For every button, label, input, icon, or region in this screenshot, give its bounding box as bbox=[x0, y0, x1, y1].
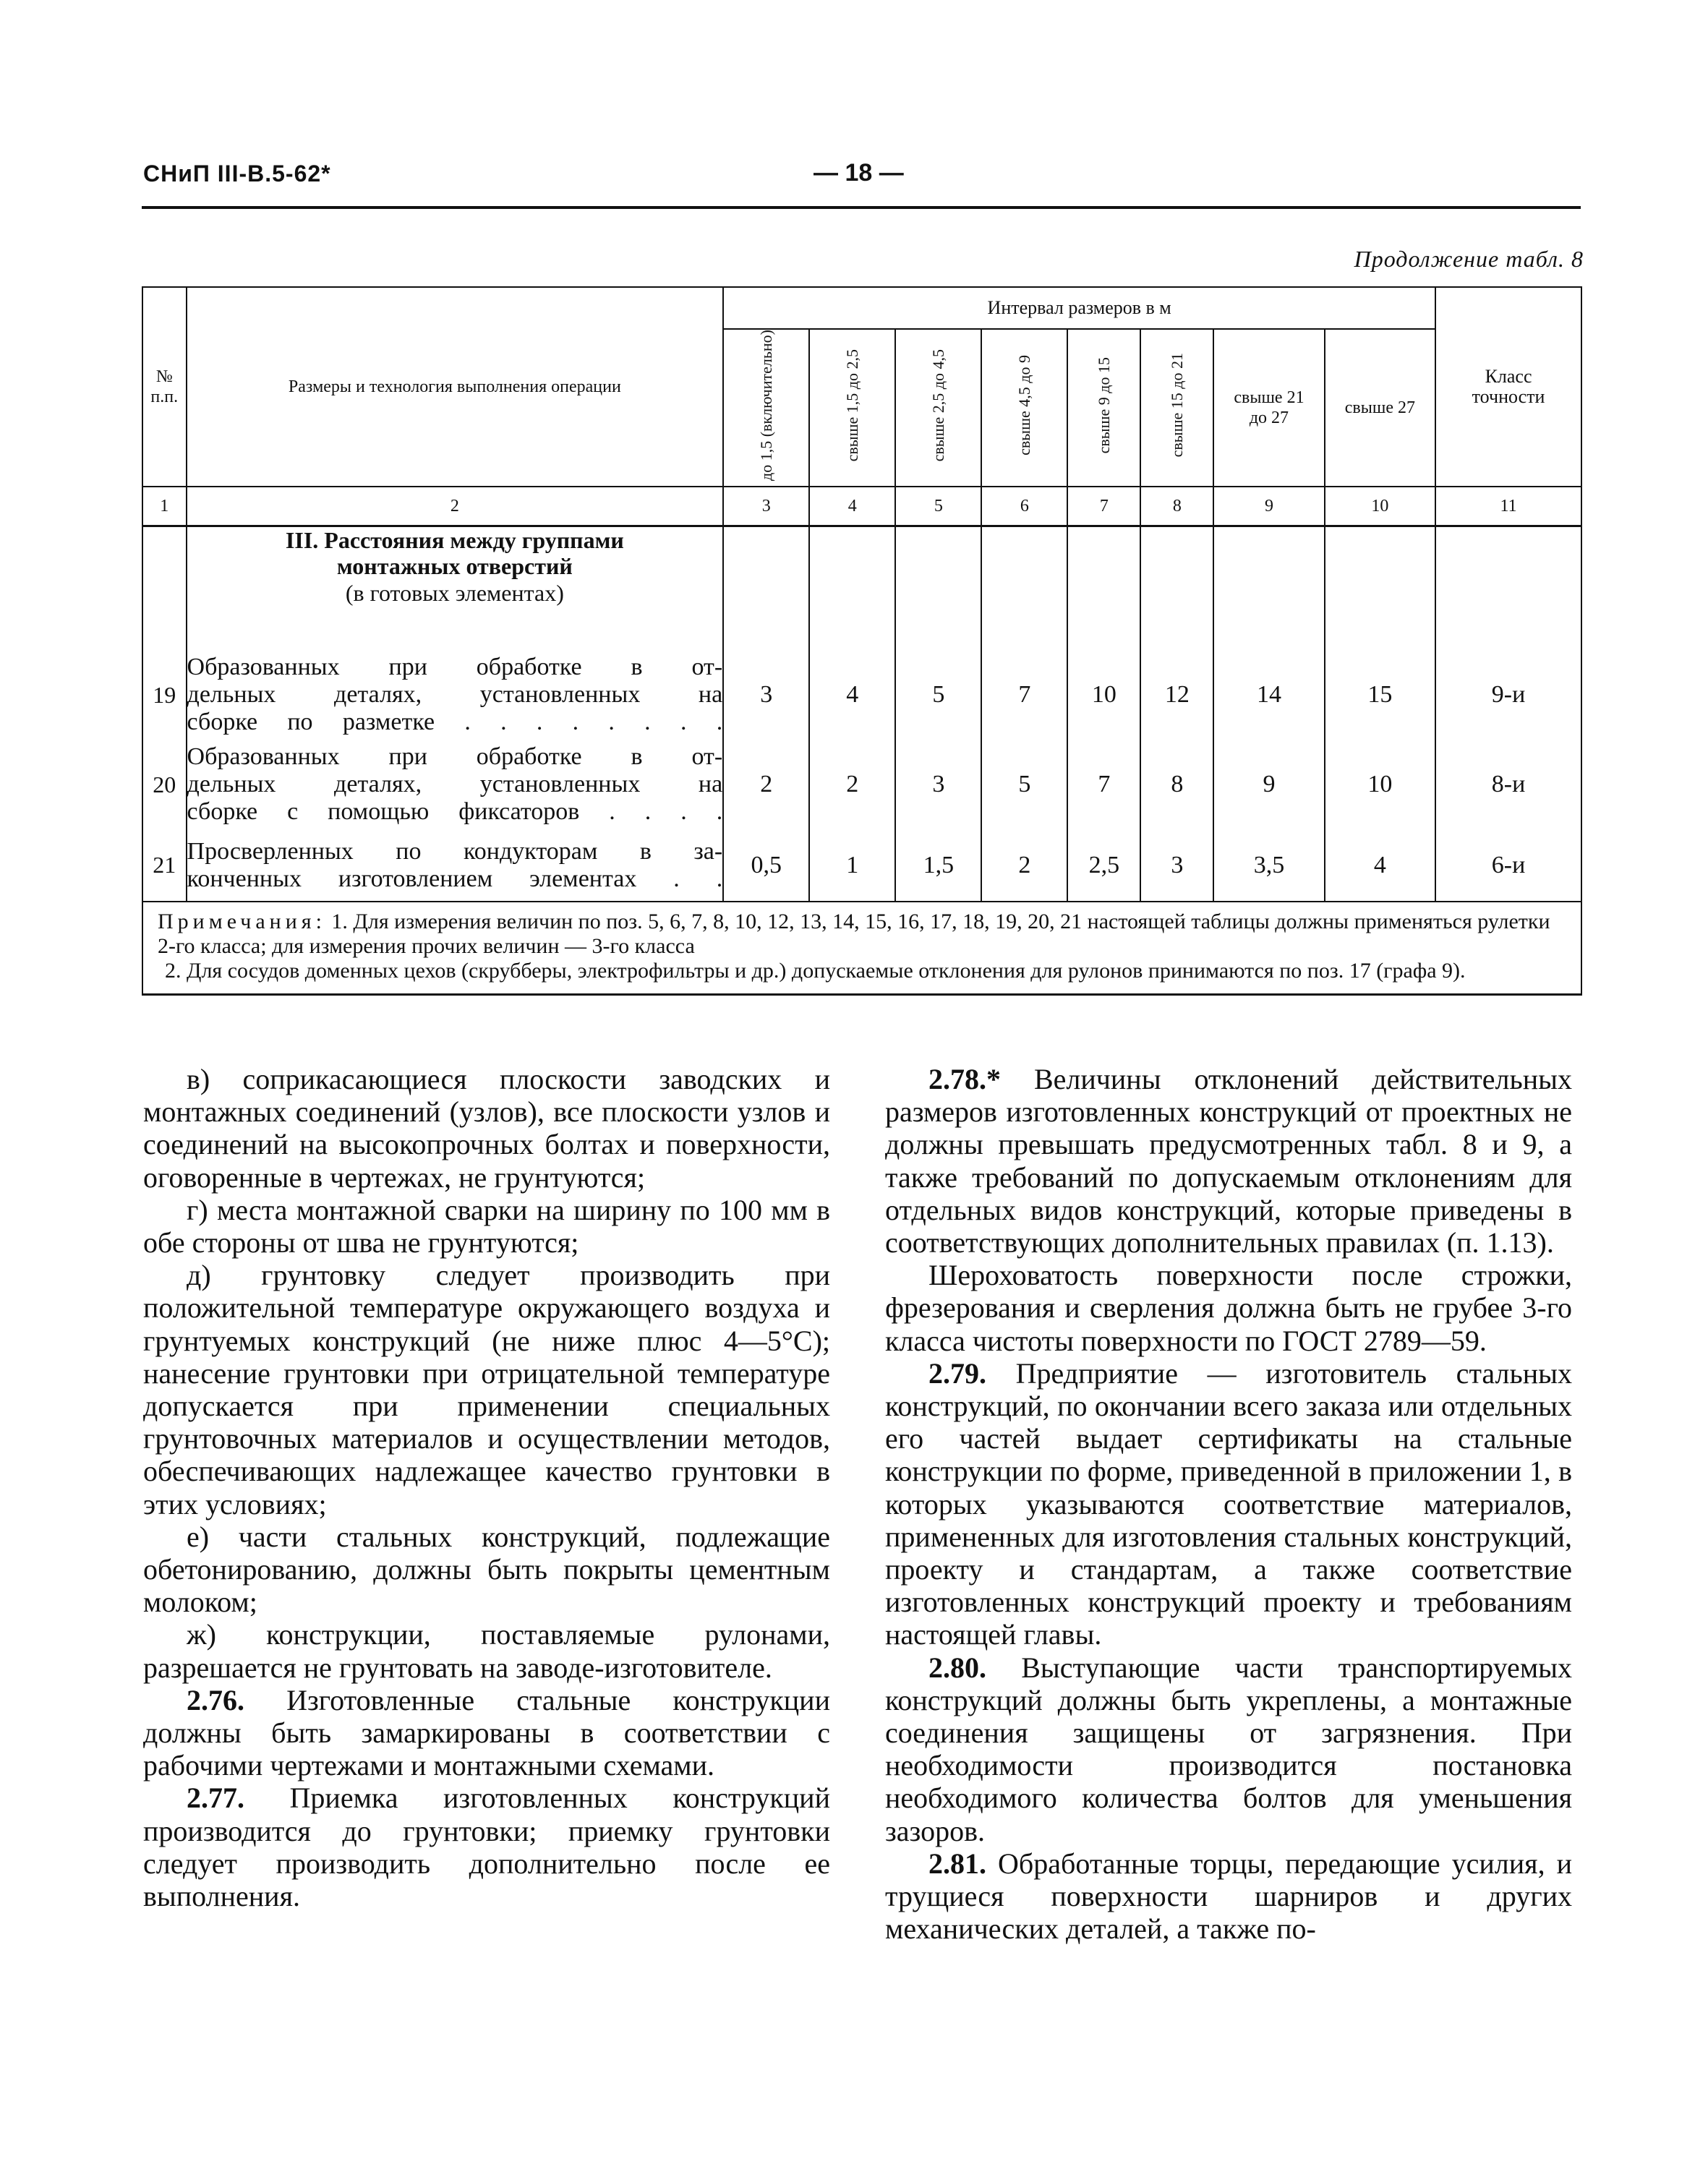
body-column-right bbox=[885, 1063, 1572, 1945]
paragraph-text: в) соприкасающиеся плоскости заводских и монтажных соединений (узлов), все плоскости узлов и соединений на высокопрочных болтах и поверхности, оговоренные в чертежах, не грунтуются; bbox=[143, 1063, 830, 1194]
col-header-interval-4: свыше 4,5 до 9 bbox=[981, 329, 1067, 487]
table-continuation-caption: Продолжение табл. 8 bbox=[1354, 246, 1584, 272]
col-number: 5 bbox=[895, 487, 981, 526]
accuracy-class: 8-и bbox=[1435, 740, 1581, 829]
row-description: Образованных при обработке в от- дельных деталях, установленных на сборке по разметке . . . . . . . . bbox=[187, 650, 724, 740]
accuracy-class: 9-и bbox=[1435, 650, 1581, 740]
clause-number: 2.77. bbox=[187, 1782, 244, 1815]
page-number: — 18 — bbox=[814, 159, 904, 187]
table-cell: 14 bbox=[1213, 650, 1324, 740]
table-cell: 3,5 bbox=[1213, 829, 1324, 902]
paragraph-text: е) части стальных конструкций, подлежащие обетонированию, должны быть покрыты цементным молоком; bbox=[143, 1520, 830, 1619]
table-cell: 7 bbox=[981, 650, 1067, 740]
note-1: 1. Для измерения величин по поз. 5, 6, 7, 8, 10, 12, 13, 14, 15, 16, 17, 18, 19, 20, 21 настоящей таблицы должны применяться рулетки 2-го класса; для измерения прочих величин — 3-го класса bbox=[158, 910, 1550, 958]
paragraph-text: ж) конструкции, поставляемые рулонами, разрешается не грунтовать на заводе-изготовителе. bbox=[143, 1618, 830, 1684]
col-number: 2 bbox=[187, 487, 724, 526]
clause-number: 2.79. bbox=[928, 1356, 986, 1390]
col-header-interval-8: свыше 27 bbox=[1325, 329, 1435, 487]
col-number: 4 bbox=[809, 487, 895, 526]
body-paragraph bbox=[143, 1521, 830, 1619]
row-description: Образованных при обработке в от- дельных деталях, установленных на сборке с помощью фиксаторов . . . . bbox=[187, 740, 724, 829]
table-cell: 3 bbox=[895, 740, 981, 829]
col-header-class: Класс точности bbox=[1435, 287, 1581, 487]
section-heading bbox=[187, 526, 724, 651]
col-number: 10 bbox=[1325, 487, 1435, 526]
paragraph-text: Приемка изготовленных конструкций производится до грунтовки; приемку грунтовки следует производить дополнительно после ее выполнения. bbox=[143, 1782, 830, 1913]
paragraph-text: Обработанные торцы, передающие усилия, и трущиеся поверхности шарниров и других механических деталей, а также по- bbox=[885, 1847, 1572, 1946]
table-cell: 4 bbox=[1325, 829, 1435, 902]
table-cell: 10 bbox=[1325, 740, 1435, 829]
table-cell: 8 bbox=[1140, 740, 1213, 829]
col-header-description: Размеры и технология выполнения операции bbox=[187, 287, 724, 487]
col-header-interval-2: свыше 1,5 до 2,5 bbox=[809, 329, 895, 487]
clause-number: 2.80. bbox=[928, 1651, 986, 1684]
col-header-interval: Интервал размеров в м bbox=[723, 287, 1435, 329]
col-header-interval-3: свыше 2,5 до 4,5 bbox=[895, 329, 981, 487]
body-column-left bbox=[143, 1063, 830, 1912]
clause-number: 2.76. bbox=[187, 1683, 244, 1716]
body-paragraph bbox=[885, 1357, 1572, 1651]
table-cell: 7 bbox=[1067, 740, 1140, 829]
table-cell: 15 bbox=[1325, 650, 1435, 740]
col-number: 11 bbox=[1435, 487, 1581, 526]
body-paragraph bbox=[885, 1259, 1572, 1357]
table-cell: 3 bbox=[723, 650, 809, 740]
paragraph-text: Выступающие части транспортируемых конструкций должны быть укреплены, а монтажные соединения защищены от загрязнения. При необходимости производится постановка необходимого количества болтов для уменьшения зазоров. bbox=[885, 1651, 1572, 1847]
body-paragraph bbox=[143, 1259, 830, 1521]
table-row bbox=[142, 650, 1581, 740]
tolerance-table bbox=[142, 286, 1582, 996]
header-rule bbox=[142, 206, 1581, 209]
clause-number: 2.78.* bbox=[928, 1063, 1001, 1095]
col-number: 6 bbox=[981, 487, 1067, 526]
body-paragraph bbox=[885, 1651, 1572, 1847]
table-cell: 0,5 bbox=[723, 829, 809, 902]
col-number: 7 bbox=[1067, 487, 1140, 526]
paragraph-text: Величины отклонений действительных размеров изготовленных конструкций от проектных не должны превышать предусмотренных табл. 8 и 9, а также требований по допускаемым отклонениям для отдельных видов конструкций, которые приведены в соответствующих дополнительных правилах (п. 1.13). bbox=[885, 1063, 1572, 1259]
note-2: 2. Для сосудов доменных цехов (скрубберы, электрофильтры и др.) допускаемые отклонения для рулонов принимаются по поз. 17 (графа 9). bbox=[165, 959, 1466, 983]
col-header-number: № п.п. bbox=[142, 287, 187, 487]
table-row bbox=[142, 740, 1581, 829]
document-code: СНиП III-В.5-62* bbox=[143, 161, 331, 187]
table-cell: 1,5 bbox=[895, 829, 981, 902]
table-cell: 5 bbox=[895, 650, 981, 740]
table-cell: 5 bbox=[981, 740, 1067, 829]
row-number: 21 bbox=[142, 829, 187, 902]
col-number: 1 bbox=[142, 487, 187, 526]
body-paragraph bbox=[143, 1684, 830, 1782]
table-cell: 2 bbox=[723, 740, 809, 829]
table-cell: 12 bbox=[1140, 650, 1213, 740]
col-number: 8 bbox=[1140, 487, 1213, 526]
body-paragraph bbox=[143, 1618, 830, 1683]
table-cell: 2 bbox=[809, 740, 895, 829]
body-paragraph bbox=[885, 1063, 1572, 1259]
body-paragraph bbox=[143, 1782, 830, 1912]
table-notes bbox=[142, 902, 1581, 995]
col-number: 3 bbox=[723, 487, 809, 526]
paragraph-text: д) грунтовку следует производить при положительной температуре окружающего воздуха и грунтуемых конструкций (не ниже плюс 4—5°С); нанесение грунтовки при отрицательной температуре допускается при применении специальных грунтовочных материалов и осуществлении методов, обеспечивающих надлежащее качество грунтовки в этих условиях; bbox=[143, 1259, 830, 1521]
col-header-interval-1: до 1,5 (включительно) bbox=[723, 329, 809, 487]
body-paragraph bbox=[143, 1194, 830, 1259]
row-description: Просверленных по кондукторам в за- конченных изготовлением элементах . . bbox=[187, 829, 724, 902]
body-paragraph bbox=[885, 1847, 1572, 1946]
col-header-interval-6: свыше 15 до 21 bbox=[1140, 329, 1213, 487]
table-cell: 1 bbox=[809, 829, 895, 902]
notes-label: Примечания: bbox=[158, 910, 326, 933]
table-row bbox=[142, 829, 1581, 902]
row-number: 20 bbox=[142, 740, 187, 829]
table-cell: 2,5 bbox=[1067, 829, 1140, 902]
table-cell: 4 bbox=[809, 650, 895, 740]
paragraph-text: г) места монтажной сварки на ширину по 100 мм в обе стороны от шва не грунтуются; bbox=[143, 1193, 830, 1259]
table-cell: 2 bbox=[981, 829, 1067, 902]
table-cell: 3 bbox=[1140, 829, 1213, 902]
paragraph-text: Шероховатость поверхности после строжки, фрезерования и сверления должна быть не грубее 3-го класса чистоты поверхности по ГОСТ 2789—59. bbox=[885, 1259, 1572, 1357]
paragraph-text: Предприятие — изготовитель стальных конструкций, по окончании всего заказа или отдельных его частей выдает сертификаты на стальные конструкции по форме, приведенной в приложении 1, в которых указываются соответствие материалов, примененных для изготовления стальных конструкций, проекту и стандартам, а также соответствие изготовленных конструкций проекту и требованиям настоящей главы. bbox=[885, 1356, 1572, 1651]
col-number: 9 bbox=[1213, 487, 1324, 526]
col-header-interval-5: свыше 9 до 15 bbox=[1067, 329, 1140, 487]
section-title: III. Расстояния между группами монтажных отверстий bbox=[285, 527, 624, 579]
section-subtitle: (в готовых элементах) bbox=[345, 580, 564, 606]
accuracy-class: 6-и bbox=[1435, 829, 1581, 902]
col-header-interval-7: свыше 21 до 27 bbox=[1213, 329, 1324, 487]
body-paragraph bbox=[143, 1063, 830, 1194]
table-cell: 10 bbox=[1067, 650, 1140, 740]
table-cell: 9 bbox=[1213, 740, 1324, 829]
paragraph-text: Изготовленные стальные конструкции должны быть замаркированы в соответствии с рабочими чертежами и монтажными схемами. bbox=[143, 1683, 830, 1782]
row-number: 19 bbox=[142, 650, 187, 740]
clause-number: 2.81. bbox=[928, 1847, 986, 1880]
